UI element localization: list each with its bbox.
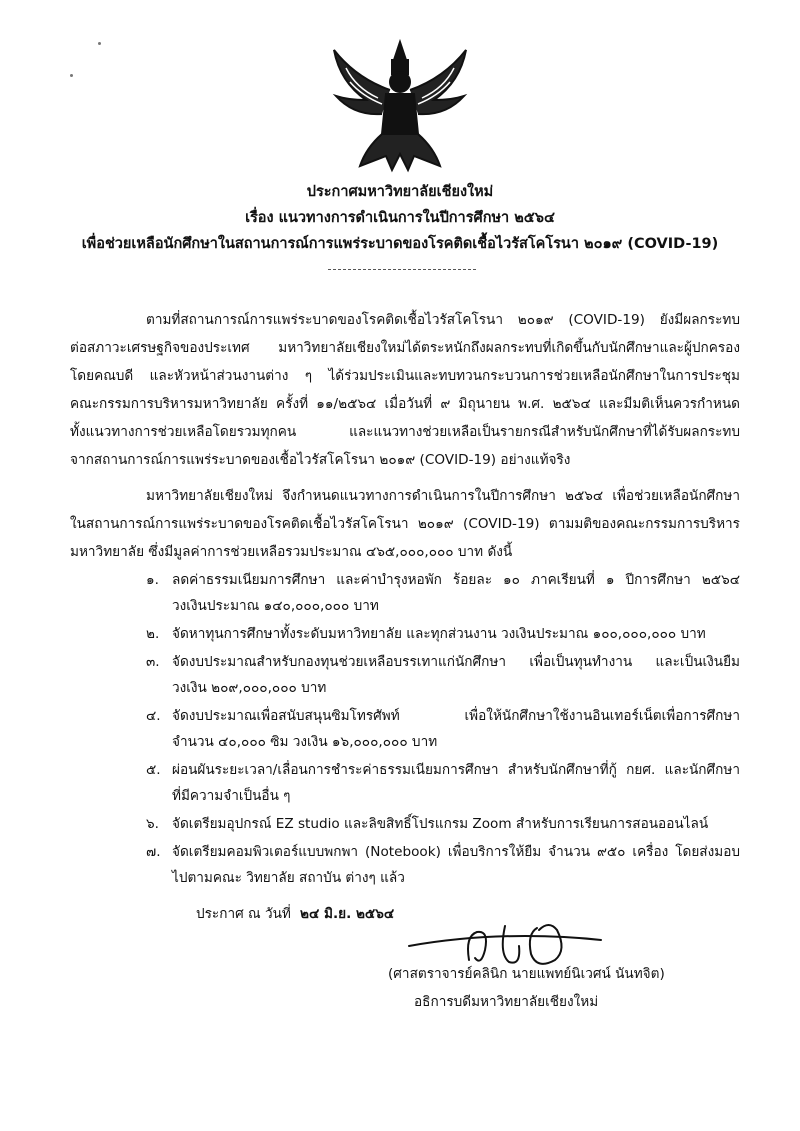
list-item: วงเงิน ๒๐๙,๐๐๐,๐๐๐ บาท xyxy=(172,680,327,696)
paragraph-line: โดยคณบดี และหัวหน้าส่วนงานต่าง ๆ ได้ร่วมประเมินและทบทวนกระบวนการช่วยเหลือนักศึกษาในการประชุม xyxy=(70,368,740,384)
stray-mark xyxy=(98,42,101,45)
announcement-subject: เรื่อง แนวทางการดำเนินการในปีการศึกษา ๒๕๖๔ xyxy=(245,210,555,226)
announcement-subtitle: เพื่อช่วยเหลือนักศึกษาในสถานการณ์การแพร่ระบาดของโรคติดเชื้อไวรัสโคโรนา ๒๐๑๙ (COVID-19) xyxy=(81,236,719,252)
list-item: จัดงบประมาณเพื่อสนับสนุนซิมโทรศัพท์ เพื่อให้นักศึกษาใช้งานอินเทอร์เน็ตเพื่อการศึกษา xyxy=(172,708,740,724)
item-number: ๓. xyxy=(146,654,160,670)
paragraph-line: มหาวิทยาลัยเชียงใหม่ จึงกำหนดแนวทางการดำเนินการในปีการศึกษา ๒๕๖๔ เพื่อช่วยเหลือนักศึกษา xyxy=(146,488,740,504)
item-number: ๑. xyxy=(146,572,159,588)
list-item: ผ่อนผันระยะเวลา/เลื่อนการชำระค่าธรรมเนียมการศึกษา สำหรับนักศึกษาที่กู้ กยศ. และนักศึกษา xyxy=(172,762,740,778)
signer-name: (ศาสตราจารย์คลินิก นายแพทย์นิเวศน์ นันทจิต) xyxy=(388,966,665,982)
item-number: ๒. xyxy=(146,626,160,642)
list-item: จัดหาทุนการศึกษาทั้งระดับมหาวิทยาลัย และทุกส่วนงาน วงเงินประมาณ ๑๐๐,๐๐๐,๐๐๐ บาท xyxy=(172,626,706,642)
item-number: ๗. xyxy=(146,844,161,860)
paragraph-line: ทั้งแนวทางการช่วยเหลือโดยรวมทุกคน และแนวทางช่วยเหลือเป็นรายกรณีสำหรับนักศึกษาที่ได้รับผลกระทบ xyxy=(70,424,740,440)
list-item: จัดงบประมาณสำหรับกองทุนช่วยเหลือบรรเทาแก่นักศึกษา เพื่อเป็นทุนทำงาน และเป็นเงินยืม xyxy=(172,654,740,670)
list-item: ที่มีความจำเป็นอื่น ๆ xyxy=(172,788,291,804)
signer-title: อธิการบดีมหาวิทยาลัยเชียงใหม่ xyxy=(414,994,599,1010)
paragraph-line: คณะกรรมการบริหารมหาวิทยาลัย ครั้งที่ ๑๑/๒๕๖๔ เมื่อวันที่ ๙ มิถุนายน พ.ศ. ๒๕๖๔ และมีมติเห็นควรกำหนด xyxy=(70,396,740,412)
announced-label: ประกาศ ณ วันที่ xyxy=(196,906,291,922)
garuda-emblem-icon xyxy=(326,38,474,174)
list-item: ลดค่าธรรมเนียมการศึกษา และค่าบำรุงหอพัก ร้อยละ ๑๐ ภาคเรียนที่ ๑ ปีการศึกษา ๒๕๖๔ xyxy=(172,572,740,588)
paragraph-line: จากสถานการณ์การแพร่ระบาดของเชื้อไวรัสโคโรนา ๒๐๑๙ (COVID-19) อย่างแท้จริง xyxy=(70,452,571,468)
list-item: ไปตามคณะ วิทยาลัย สถาบัน ต่างๆ แล้ว xyxy=(172,870,405,886)
header-divider xyxy=(328,269,476,270)
paragraph-line: ต่อสภาวะเศรษฐกิจของประเทศ มหาวิทยาลัยเชียงใหม่ได้ตระหนักถึงผลกระทบที่เกิดขึ้นกับนักศึกษาและผู้ปกครอง xyxy=(70,340,740,356)
paragraph-line: มหาวิทยาลัย ซึ่งมีมูลค่าการช่วยเหลือรวมประมาณ ๔๖๕,๐๐๐,๐๐๐ บาท ดังนี้ xyxy=(70,544,513,560)
list-item: จำนวน ๔๐,๐๐๐ ซิม วงเงิน ๑๖,๐๐๐,๐๐๐ บาท xyxy=(172,734,438,750)
list-item: จัดเตรียมคอมพิวเตอร์แบบพกพา (Notebook) เพื่อบริการให้ยืม จำนวน ๙๕๐ เครื่อง โดยส่งมอบ xyxy=(172,844,740,860)
item-number: ๕. xyxy=(146,762,161,778)
stray-mark xyxy=(70,74,73,77)
announcement-date: ๒๔ มิ.ย. ๒๕๖๔ xyxy=(300,906,395,922)
list-item: จัดเตรียมอุปกรณ์ EZ studio และลิขสิทธิ์โปรแกรม Zoom สำหรับการเรียนการสอนออนไลน์ xyxy=(172,816,709,832)
item-number: ๖. xyxy=(146,816,159,832)
paragraph-line: ตามที่สถานการณ์การแพร่ระบาดของโรคติดเชื้อไวรัสโคโรนา ๒๐๑๙ (COVID-19) ยังมีผลกระทบ xyxy=(146,312,740,328)
list-item: วงเงินประมาณ ๑๔๐,๐๐๐,๐๐๐ บาท xyxy=(172,598,379,614)
paragraph-line: ในสถานการณ์การแพร่ระบาดของโรคติดเชื้อไวรัสโคโรนา ๒๐๑๙ (COVID-19) ตามมติของคณะกรรมการบริหาร xyxy=(70,516,740,532)
announcement-title: ประกาศมหาวิทยาลัยเชียงใหม่ xyxy=(306,184,494,200)
item-number: ๔. xyxy=(146,708,161,724)
